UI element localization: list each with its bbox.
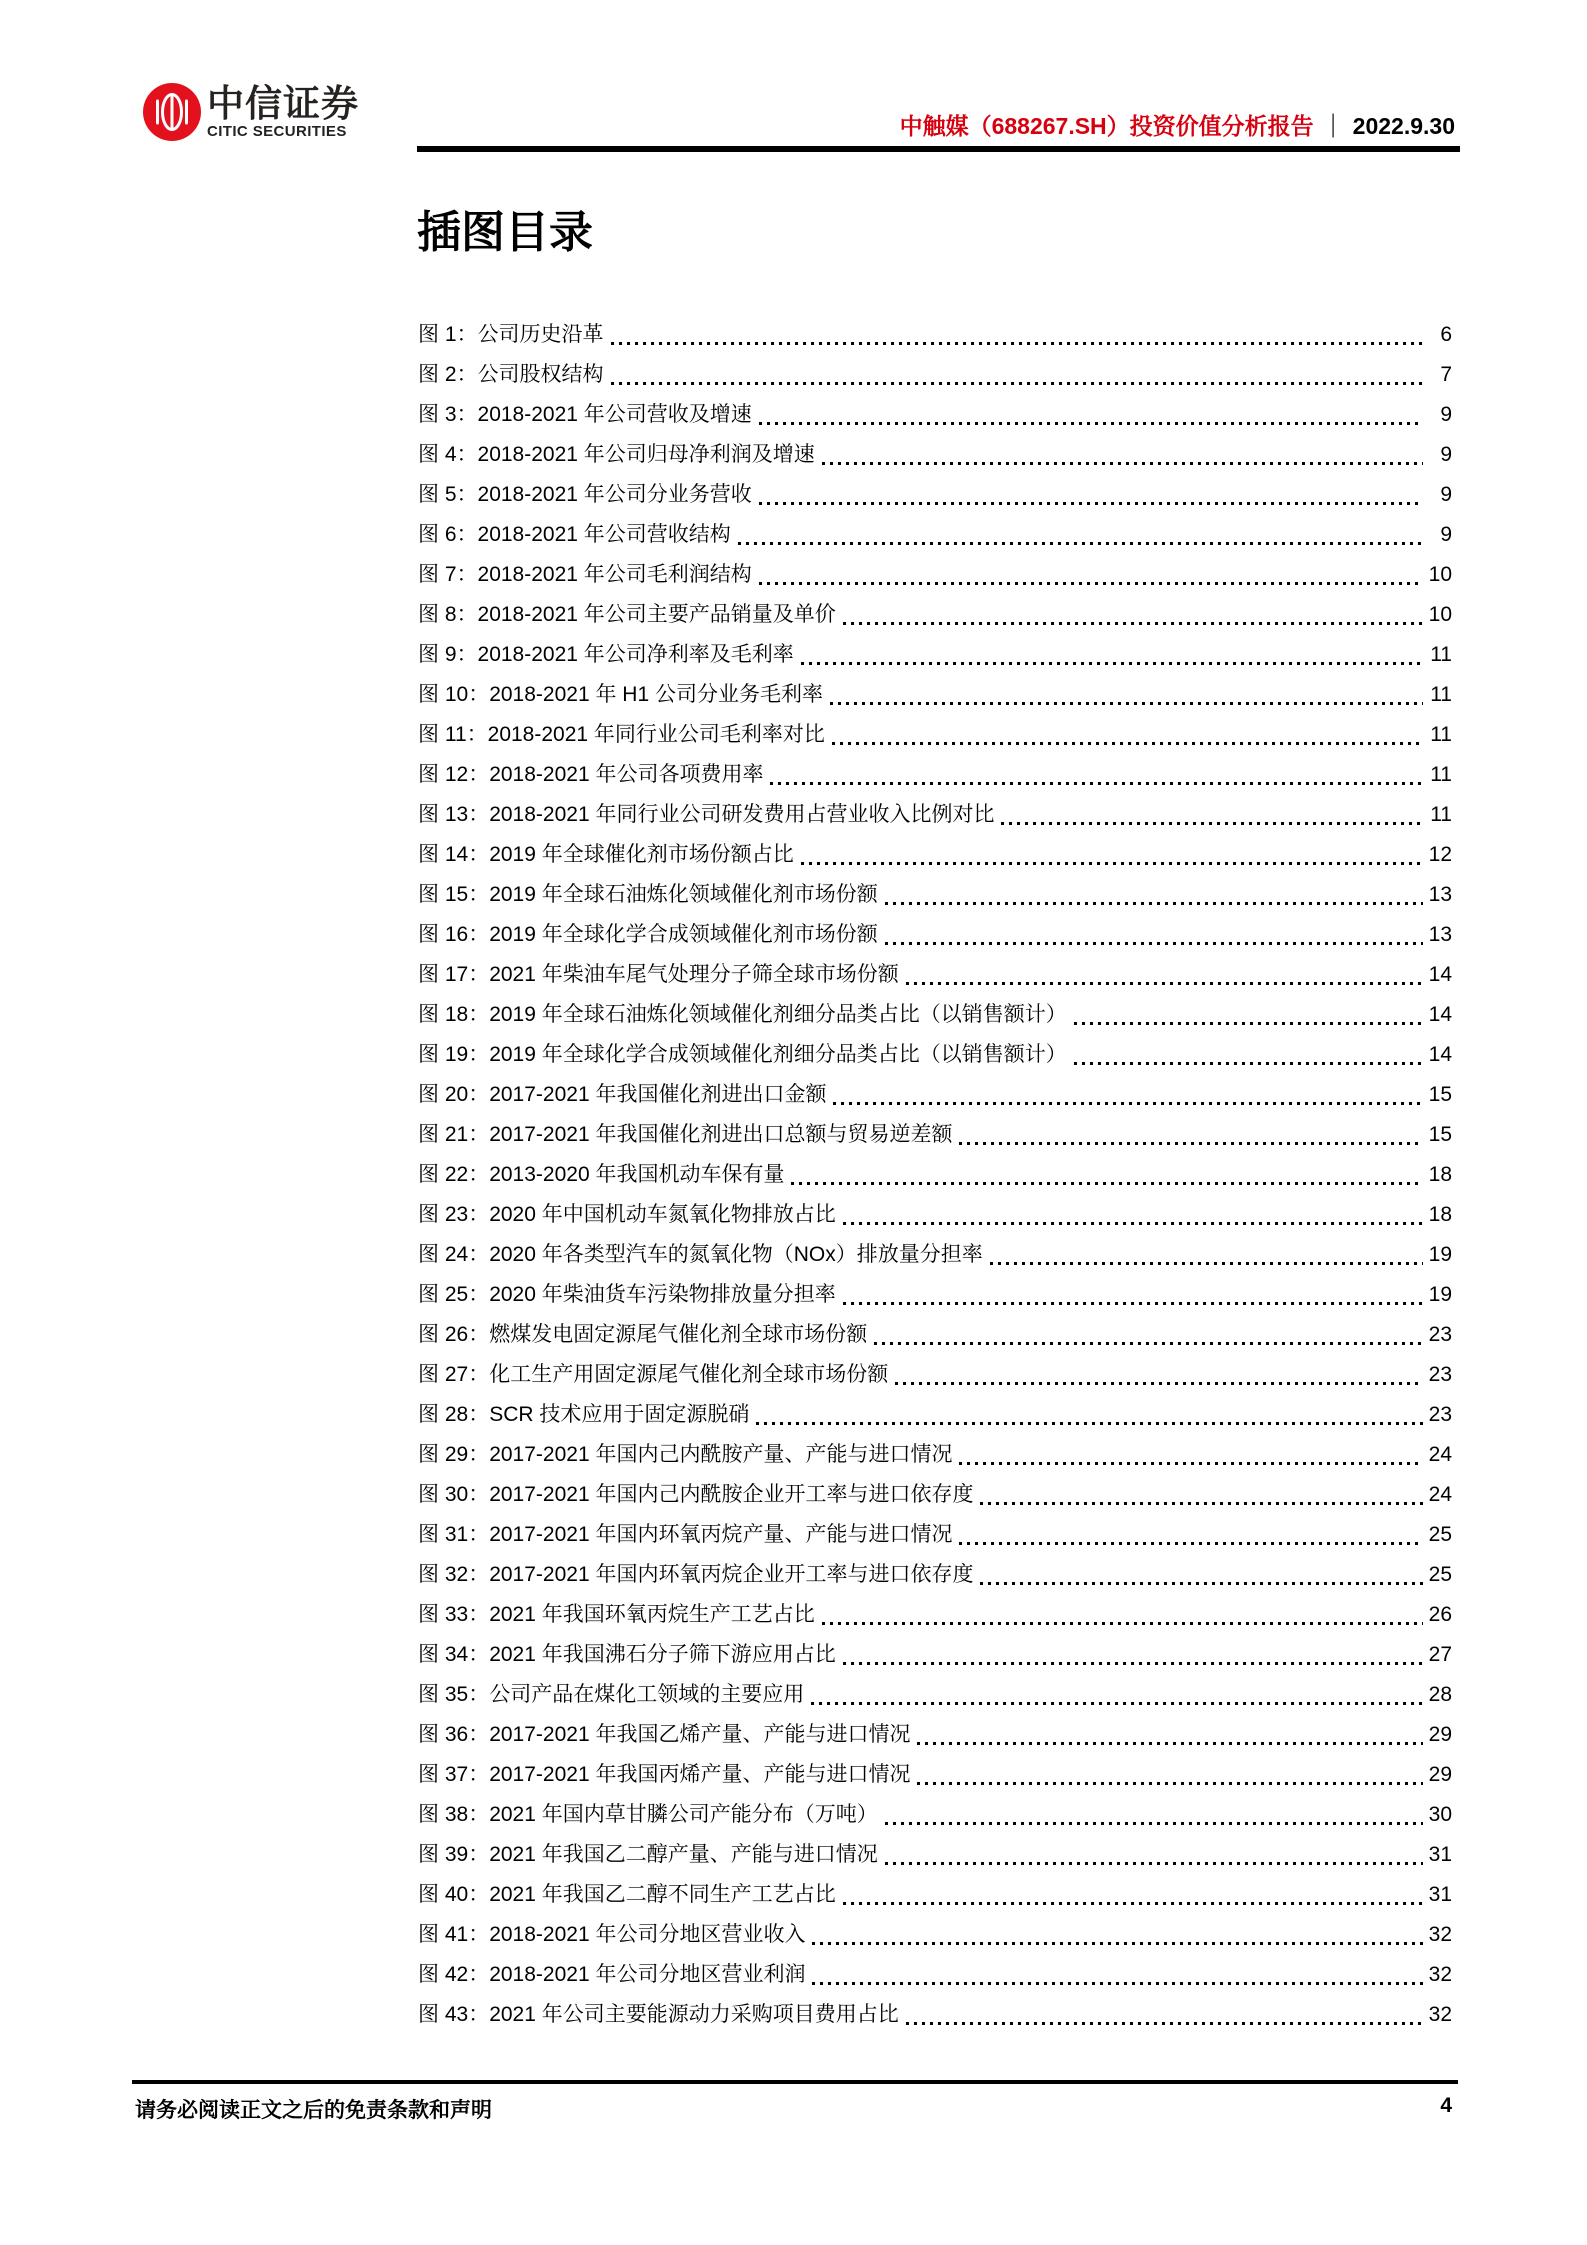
toc-entry-label: 图 4：2018-2021 年公司归母净利润及增速	[418, 443, 815, 466]
toc-entry-label: 图 24：2020 年各类型汽车的氮氧化物（NOx）排放量分担率	[418, 1243, 983, 1266]
toc-entry[interactable]	[418, 1555, 1452, 1595]
toc-entry-label: 图 22：2013-2020 年我国机动车保有量	[418, 1163, 785, 1186]
toc-entry[interactable]	[418, 1395, 1452, 1435]
toc-entry[interactable]	[418, 315, 1452, 355]
toc-entry-page: 13	[1428, 883, 1452, 906]
toc-leader-dots	[791, 1182, 1423, 1185]
toc-leader-dots	[843, 1222, 1423, 1225]
toc-entry-page: 13	[1428, 923, 1452, 946]
toc-entry-label: 图 42：2018-2021 年公司分地区营业利润	[418, 1963, 806, 1986]
toc-entry-page: 25	[1428, 1563, 1452, 1586]
toc-entry[interactable]	[418, 1075, 1452, 1115]
toc-entry-page: 9	[1440, 483, 1452, 506]
toc-entry-page: 15	[1428, 1123, 1452, 1146]
toc-entry[interactable]	[418, 995, 1452, 1035]
toc-entry[interactable]	[418, 1915, 1452, 1955]
toc-entry[interactable]	[418, 1035, 1452, 1075]
toc-leader-dots	[759, 502, 1423, 505]
toc-entry-label: 图 40：2021 年我国乙二醇不同生产工艺占比	[418, 1883, 836, 1906]
toc-leader-dots	[822, 1622, 1423, 1625]
toc-entry-label: 图 21：2017-2021 年我国催化剂进出口总额与贸易逆差额	[418, 1123, 953, 1146]
toc-entry[interactable]	[418, 1275, 1452, 1315]
toc-entry[interactable]	[418, 555, 1452, 595]
toc-leader-dots	[895, 1382, 1423, 1385]
toc-entry-page: 31	[1428, 1843, 1452, 1866]
toc-entry[interactable]	[418, 1795, 1452, 1835]
toc-entry-page: 31	[1428, 1883, 1452, 1906]
toc-leader-dots	[885, 902, 1423, 905]
page-title: 插图目录	[417, 208, 593, 257]
toc-entry-page: 19	[1428, 1243, 1452, 1266]
toc-entry-page: 12	[1428, 843, 1452, 866]
toc-leader-dots	[917, 1742, 1423, 1745]
toc-entry[interactable]	[418, 515, 1452, 555]
toc-entry[interactable]	[418, 675, 1452, 715]
toc-leader-dots	[811, 1702, 1423, 1705]
toc-entry-label: 图 14：2019 年全球催化剂市场份额占比	[418, 843, 794, 866]
toc-entry-page: 7	[1440, 363, 1452, 386]
toc-entry-page: 26	[1428, 1603, 1452, 1626]
toc-entry[interactable]	[418, 1475, 1452, 1515]
footer-page-number: 4	[1440, 2094, 1452, 2117]
toc-entry[interactable]	[418, 595, 1452, 635]
toc-leader-dots	[822, 462, 1423, 465]
toc-leader-dots	[843, 1902, 1423, 1905]
toc-leader-dots	[885, 942, 1423, 945]
toc-entry-label: 图 3：2018-2021 年公司营收及增速	[418, 403, 752, 426]
brand-text	[207, 82, 359, 140]
toc-entry-label: 图 10：2018-2021 年 H1 公司分业务毛利率	[418, 683, 823, 706]
toc-leader-dots	[801, 862, 1423, 865]
footer-rule	[132, 2080, 1458, 2084]
toc-entry-label: 图 9：2018-2021 年公司净利率及毛利率	[418, 643, 794, 666]
toc-entry-label: 图 41：2018-2021 年公司分地区营业收入	[418, 1923, 806, 1946]
toc-entry-page: 24	[1428, 1443, 1452, 1466]
toc-entry-label: 图 1：公司历史沿革	[418, 323, 604, 346]
toc-entry[interactable]	[418, 1875, 1452, 1915]
toc-entry-label: 图 7：2018-2021 年公司毛利润结构	[418, 563, 752, 586]
toc-entry-page: 24	[1428, 1483, 1452, 1506]
toc-entry[interactable]	[418, 715, 1452, 755]
toc-leader-dots	[959, 1542, 1423, 1545]
footer-disclaimer: 请务必阅读正文之后的免责条款和声明	[135, 2099, 492, 2122]
toc-entry-label: 图 12：2018-2021 年公司各项费用率	[418, 763, 764, 786]
toc-entry-page: 14	[1428, 1003, 1452, 1026]
toc-leader-dots	[885, 1862, 1423, 1865]
toc-entry[interactable]	[418, 1515, 1452, 1555]
toc-entry-page: 23	[1428, 1403, 1452, 1426]
toc-leader-dots	[843, 1662, 1423, 1665]
toc-entry-label: 图 11：2018-2021 年同行业公司毛利率对比	[418, 723, 825, 746]
toc-entry[interactable]	[418, 475, 1452, 515]
toc-entry[interactable]	[418, 1355, 1452, 1395]
toc-entry-page: 9	[1440, 443, 1452, 466]
toc-leader-dots	[812, 1982, 1423, 1985]
toc-entry-label: 图 17：2021 年柴油车尾气处理分子筛全球市场份额	[418, 963, 899, 986]
toc-entry[interactable]	[418, 875, 1452, 915]
toc-entry-label: 图 27：化工生产用固定源尾气催化剂全球市场份额	[418, 1363, 889, 1386]
brand-name-cn: 中信证券	[207, 82, 359, 124]
toc-entry-label: 图 39：2021 年我国乙二醇产量、产能与进口情况	[418, 1843, 878, 1866]
toc-entry-page: 32	[1428, 1963, 1452, 1986]
toc-entry[interactable]	[418, 1675, 1452, 1715]
toc-entry-label: 图 5：2018-2021 年公司分业务营收	[418, 483, 752, 506]
toc-entry-label: 图 26：燃煤发电固定源尾气催化剂全球市场份额	[418, 1323, 868, 1346]
toc-leader-dots	[843, 1302, 1423, 1305]
toc-entry-label: 图 28：SCR 技术应用于固定源脱硝	[418, 1403, 750, 1426]
toc-entry-label: 图 33：2021 年我国环氧丙烷生产工艺占比	[418, 1603, 815, 1626]
report-date: 2022.9.30	[1352, 113, 1455, 139]
toc-entry-label: 图 15：2019 年全球石油炼化领域催化剂市场份额	[418, 883, 878, 906]
toc-entry-page: 23	[1428, 1323, 1452, 1346]
toc-entry-page: 29	[1428, 1723, 1452, 1746]
toc-entry-label: 图 20：2017-2021 年我国催化剂进出口金额	[418, 1083, 827, 1106]
header-rule	[417, 146, 1460, 152]
toc-entry-page: 9	[1440, 523, 1452, 546]
toc-leader-dots	[801, 662, 1423, 665]
toc-entry-label: 图 37：2017-2021 年我国丙烯产量、产能与进口情况	[418, 1763, 911, 1786]
toc-leader-dots	[830, 702, 1423, 705]
toc-entry-page: 18	[1428, 1203, 1452, 1226]
citic-logo-icon	[142, 82, 202, 142]
toc-entry-label: 图 31：2017-2021 年国内环氧丙烷产量、产能与进口情况	[418, 1523, 953, 1546]
toc-entry-label: 图 35：公司产品在煤化工领域的主要应用	[418, 1683, 805, 1706]
toc-entry-page: 10	[1428, 563, 1452, 586]
toc-entry[interactable]	[418, 1115, 1452, 1155]
toc-entry[interactable]	[418, 915, 1452, 955]
toc-leader-dots	[980, 1502, 1423, 1505]
citic-logo	[142, 82, 359, 142]
report-header-title	[900, 108, 1455, 141]
toc-entry-page: 28	[1428, 1683, 1452, 1706]
toc-entry-label: 图 34：2021 年我国沸石分子筛下游应用占比	[418, 1643, 836, 1666]
toc-entry[interactable]	[418, 1635, 1452, 1675]
toc-entry-label: 图 19：2019 年全球化学合成领域催化剂细分品类占比（以销售额计）	[418, 1043, 1067, 1066]
toc-entry[interactable]	[418, 1435, 1452, 1475]
toc-entry[interactable]	[418, 795, 1452, 835]
toc-entry-page: 19	[1428, 1283, 1452, 1306]
toc-leader-dots	[1074, 1062, 1423, 1065]
toc-entry-page: 9	[1440, 403, 1452, 426]
toc-leader-dots	[832, 742, 1423, 745]
toc-entry-label: 图 30：2017-2021 年国内己内酰胺企业开工率与进口依存度	[418, 1483, 974, 1506]
toc-leader-dots	[611, 382, 1423, 385]
toc-entry[interactable]	[418, 1755, 1452, 1795]
toc-leader-dots	[980, 1582, 1423, 1585]
toc-entry-label: 图 16：2019 年全球化学合成领域催化剂市场份额	[418, 923, 878, 946]
toc-leader-dots	[917, 1782, 1423, 1785]
title-separator: ｜	[1321, 113, 1345, 139]
toc-entry-page: 29	[1428, 1763, 1452, 1786]
toc-leader-dots	[770, 782, 1423, 785]
toc-entry[interactable]	[418, 1835, 1452, 1875]
toc-entry-page: 11	[1430, 803, 1452, 826]
toc-entry-page: 23	[1428, 1363, 1452, 1386]
toc-leader-dots	[885, 1822, 1423, 1825]
toc-leader-dots	[959, 1142, 1423, 1145]
toc-leader-dots	[959, 1462, 1423, 1465]
toc-leader-dots	[611, 342, 1423, 345]
toc-entry-page: 32	[1428, 1923, 1452, 1946]
toc-leader-dots	[906, 982, 1423, 985]
toc-entry-page: 27	[1428, 1643, 1452, 1666]
toc-entry[interactable]	[418, 1315, 1452, 1355]
toc-entry[interactable]	[418, 755, 1452, 795]
toc-entry-label: 图 23：2020 年中国机动车氮氧化物排放占比	[418, 1203, 836, 1226]
toc-entry[interactable]	[418, 1595, 1452, 1635]
toc-entry-page: 30	[1428, 1803, 1452, 1826]
toc-leader-dots	[906, 2022, 1423, 2025]
toc-leader-dots	[833, 1102, 1423, 1105]
toc-entry[interactable]	[418, 395, 1452, 435]
toc-entry[interactable]	[418, 1155, 1452, 1195]
toc-entry-page: 25	[1428, 1523, 1452, 1546]
toc-entry[interactable]	[418, 1235, 1452, 1275]
toc-entry-label: 图 6：2018-2021 年公司营收结构	[418, 523, 731, 546]
toc-entry-page: 11	[1430, 643, 1452, 666]
toc-entry-page: 14	[1428, 1043, 1452, 1066]
toc-entry-page: 11	[1430, 763, 1452, 786]
toc-entry-page: 6	[1440, 323, 1452, 346]
toc-entry-label: 图 43：2021 年公司主要能源动力采购项目费用占比	[418, 2003, 899, 2026]
toc-entry-label: 图 2：公司股权结构	[418, 363, 604, 386]
toc-entry-label: 图 18：2019 年全球石油炼化领域催化剂细分品类占比（以销售额计）	[418, 1003, 1067, 1026]
toc-entry-page: 18	[1428, 1163, 1452, 1186]
toc-leader-dots	[812, 1942, 1423, 1945]
toc-entry-label: 图 25：2020 年柴油货车污染物排放量分担率	[418, 1283, 836, 1306]
toc-entry-page: 15	[1428, 1083, 1452, 1106]
toc-entry-label: 图 29：2017-2021 年国内己内酰胺产量、产能与进口情况	[418, 1443, 953, 1466]
toc-leader-dots	[1074, 1022, 1423, 1025]
toc-leader-dots	[738, 542, 1423, 545]
toc-entry[interactable]	[418, 355, 1452, 395]
toc-leader-dots	[1001, 822, 1423, 825]
toc-entry[interactable]	[418, 635, 1452, 675]
toc-entry[interactable]	[418, 435, 1452, 475]
toc-entry[interactable]	[418, 1955, 1452, 1995]
toc-leader-dots	[874, 1342, 1423, 1345]
toc-entry-page: 11	[1430, 723, 1452, 746]
brand-name-en: CITIC SECURITIES	[207, 122, 347, 140]
toc-entry-label: 图 8：2018-2021 年公司主要产品销量及单价	[418, 603, 836, 626]
figure-toc	[418, 315, 1452, 2035]
toc-entry-page: 14	[1428, 963, 1452, 986]
report-title: 中触媒（688267.SH）投资价值分析报告	[899, 113, 1314, 139]
toc-entry-label: 图 13：2018-2021 年同行业公司研发费用占营业收入比例对比	[418, 803, 995, 826]
toc-leader-dots	[759, 422, 1423, 425]
toc-entry[interactable]	[418, 1995, 1452, 2035]
toc-leader-dots	[759, 582, 1423, 585]
toc-entry[interactable]	[418, 1195, 1452, 1235]
toc-entry-page: 11	[1430, 683, 1452, 706]
toc-entry-label: 图 32：2017-2021 年国内环氧丙烷企业开工率与进口依存度	[418, 1563, 974, 1586]
toc-entry[interactable]	[418, 835, 1452, 875]
toc-entry[interactable]	[418, 1715, 1452, 1755]
toc-entry-label: 图 36：2017-2021 年我国乙烯产量、产能与进口情况	[418, 1723, 911, 1746]
toc-entry-page: 32	[1428, 2003, 1452, 2026]
toc-leader-dots	[990, 1262, 1423, 1265]
toc-entry-label: 图 38：2021 年国内草甘膦公司产能分布（万吨）	[418, 1803, 878, 1826]
toc-entry-page: 10	[1428, 603, 1452, 626]
toc-leader-dots	[843, 622, 1423, 625]
toc-entry[interactable]	[418, 955, 1452, 995]
toc-leader-dots	[756, 1422, 1423, 1425]
